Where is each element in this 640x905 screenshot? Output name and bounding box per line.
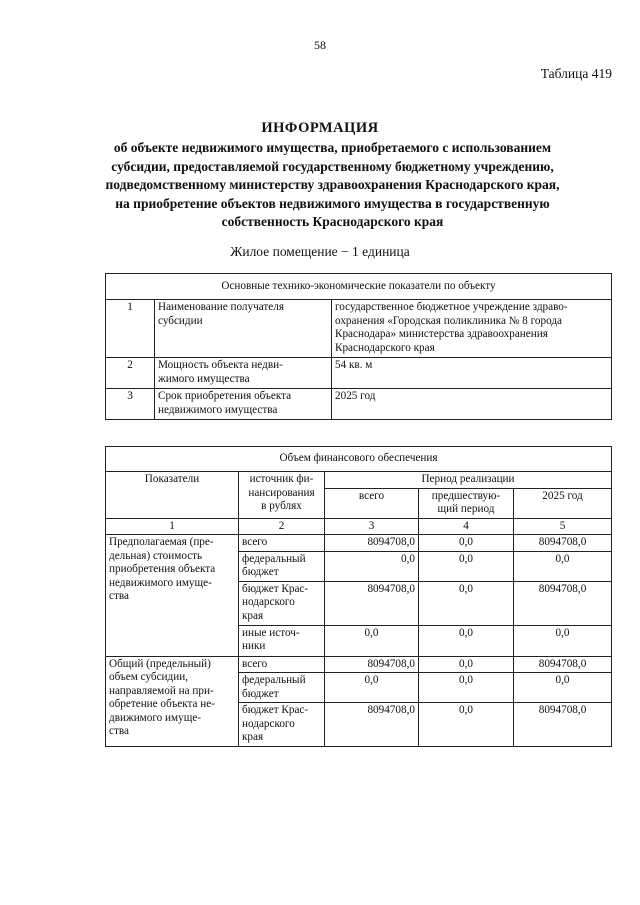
cell-line: охранения «Городская поликлиника № 8 города xyxy=(335,314,563,327)
column-numbers-row xyxy=(106,518,612,535)
indicator-cell xyxy=(106,535,239,657)
cell-line: федеральный xyxy=(242,552,306,565)
table-label: Таблица 419 xyxy=(540,66,612,81)
previous-period-value: 0,0 xyxy=(419,656,514,673)
cell-line: бюджет xyxy=(242,566,279,578)
cell-line: бюджет Крас- xyxy=(242,582,309,595)
total-value: 8094708,0 xyxy=(325,581,419,625)
cell-line: ники xyxy=(242,640,266,652)
period-column-header: Период реализации xyxy=(325,472,612,489)
source-cell: всего xyxy=(239,656,325,673)
row-value xyxy=(332,300,612,358)
column-number: 3 xyxy=(325,518,419,535)
column-number: 5 xyxy=(514,518,612,535)
source-cell xyxy=(239,703,325,747)
source-column-header xyxy=(239,472,325,519)
table-row xyxy=(106,389,612,420)
cell-line: Мощность объекта недви- xyxy=(158,359,283,371)
main-indicators-header: Основные технико-экономические показатели по объекту xyxy=(106,274,612,300)
column-number: 2 xyxy=(239,518,325,535)
subtitle-line: на приобретение объектов недвижимого имущества в государственную xyxy=(115,195,550,211)
indicators-column-header: Показатели xyxy=(106,472,239,519)
row-name xyxy=(155,358,332,389)
year-value: 0,0 xyxy=(514,625,612,656)
row-name xyxy=(155,300,332,358)
cell-line: Краснодарского края xyxy=(335,341,435,354)
cell-line: движимого имуще- xyxy=(109,711,202,724)
object-subheading: Жилое помещение − 1 единица xyxy=(230,244,410,259)
cell-line: нодарского xyxy=(242,717,295,730)
subtitle-line: об объекте недвижимого имущества, приобретаемого с использованием xyxy=(113,140,552,155)
document-title: ИНФОРМАЦИЯ xyxy=(261,120,379,136)
subtitle-line: собственность Краснодарского края xyxy=(221,214,444,229)
total-value: 8094708,0 xyxy=(325,656,419,673)
source-cell: всего xyxy=(239,535,325,552)
cell-line: обретение объекта не- xyxy=(109,698,215,710)
cell-line: федеральный xyxy=(242,674,306,686)
total-value: 8094708,0 xyxy=(325,535,419,552)
cell-line: жимого имущества xyxy=(158,372,250,385)
cell-line: государственное бюджетное учреждение здраво- xyxy=(335,301,568,313)
year-value: 0,0 xyxy=(514,673,612,703)
cell-line: недвижимого имущества xyxy=(158,403,278,416)
financing-table xyxy=(105,446,612,747)
cell-line: объем субсидии, xyxy=(109,671,189,683)
subtitle-line: подведомственному министерству здравоохранения Краснодарского края, xyxy=(105,177,560,192)
cell-line: бюджет Крас- xyxy=(242,704,309,716)
cell-line: дельная) стоимость xyxy=(109,549,203,562)
row-number: 1 xyxy=(106,300,155,358)
total-value: 8094708,0 xyxy=(325,703,419,747)
cell-line: приобретения объекта xyxy=(109,563,216,575)
cell-line: Наименование получателя xyxy=(158,301,284,313)
page-number: 58 xyxy=(314,38,326,52)
year-value: 8094708,0 xyxy=(514,703,612,747)
previous-period-value: 0,0 xyxy=(419,625,514,656)
source-cell xyxy=(239,625,325,656)
cell-line: Краснодара» министерства здравоохранения xyxy=(335,328,548,340)
cell-line: иные источ- xyxy=(242,626,300,639)
cell-line: нодарского xyxy=(242,596,295,608)
cell-line: субсидии xyxy=(158,314,203,327)
year-value: 8094708,0 xyxy=(514,656,612,673)
column-number: 1 xyxy=(106,518,239,535)
cell-line: ства xyxy=(109,725,129,737)
table-row xyxy=(106,300,612,358)
total-value: 0,0 xyxy=(325,625,419,656)
previous-period-column-header xyxy=(419,488,514,518)
cell-line: предшествую- xyxy=(431,489,501,502)
cell-line: в рублях xyxy=(261,500,302,512)
cell-line: нансирования xyxy=(248,486,315,499)
table-row xyxy=(106,358,612,389)
cell-line: бюджет xyxy=(242,687,279,700)
cell-line: края xyxy=(242,609,264,622)
source-cell xyxy=(239,673,325,703)
cell-line: направляемой на при- xyxy=(109,684,214,697)
year-column-header: 2025 год xyxy=(514,488,612,518)
previous-period-value: 0,0 xyxy=(419,673,514,703)
cell-line: ства xyxy=(109,590,129,602)
source-cell xyxy=(239,581,325,625)
cell-line: края xyxy=(242,731,264,743)
year-value: 0,0 xyxy=(514,551,612,581)
table-row xyxy=(106,535,612,552)
row-name xyxy=(155,389,332,420)
previous-period-value: 0,0 xyxy=(419,703,514,747)
previous-period-value: 0,0 xyxy=(419,551,514,581)
row-value: 54 кв. м xyxy=(332,358,612,389)
column-number: 4 xyxy=(419,518,514,535)
total-column-header: всего xyxy=(325,488,419,518)
row-number: 3 xyxy=(106,389,155,420)
source-cell xyxy=(239,551,325,581)
row-value: 2025 год xyxy=(332,389,612,420)
previous-period-value: 0,0 xyxy=(419,535,514,552)
cell-line: Срок приобретения объекта xyxy=(158,390,292,402)
subtitle-line: субсидии, предоставляемой государственному бюджетному учреждению, xyxy=(111,158,554,174)
row-number: 2 xyxy=(106,358,155,389)
cell-line: Предполагаемая (пре- xyxy=(109,536,214,548)
document-subtitle xyxy=(50,139,615,232)
total-value: 0,0 xyxy=(325,551,419,581)
cell-line: щий период xyxy=(437,503,495,515)
previous-period-value: 0,0 xyxy=(419,581,514,625)
table-row xyxy=(106,656,612,673)
year-value: 8094708,0 xyxy=(514,535,612,552)
financing-header: Объем финансового обеспечения xyxy=(106,447,612,472)
cell-line: источник фи- xyxy=(249,473,314,485)
main-indicators-table xyxy=(105,273,612,420)
year-value: 8094708,0 xyxy=(514,581,612,625)
indicator-cell xyxy=(106,656,239,747)
cell-line: недвижимого имуще- xyxy=(109,576,212,589)
cell-line: Общий (предельный) xyxy=(109,657,211,670)
total-value: 0,0 xyxy=(325,673,419,703)
